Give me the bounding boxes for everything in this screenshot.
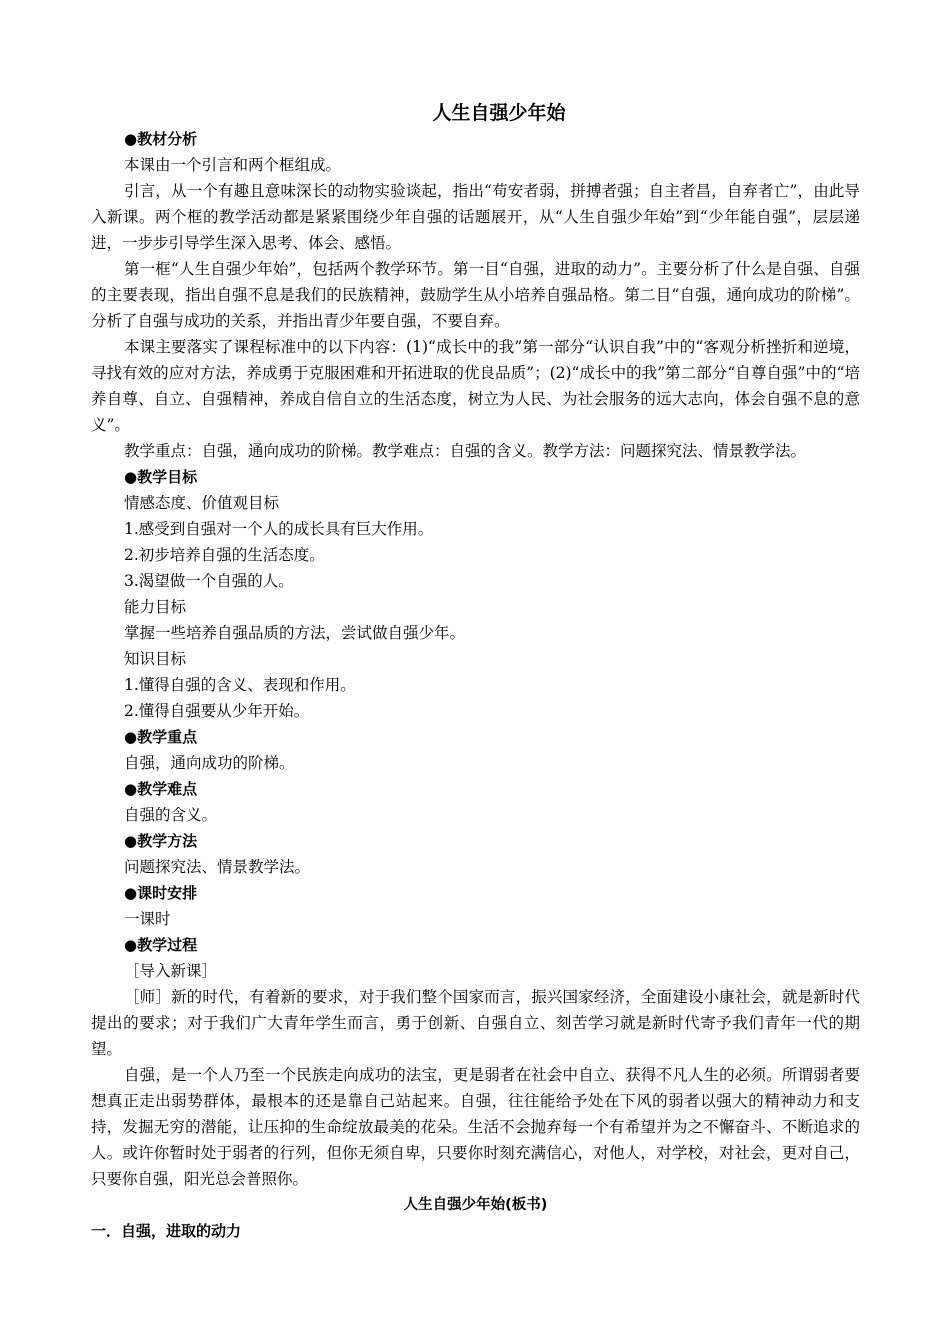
paragraph: 第一框“人生自强少年始”，包括两个教学环节。第一目“自强，进取的动力”。主要分析了什么是自强、自强的主要表现，指出自强不息是我们的民族精神，鼓励学生从小培养自强品格。第二目“自强，通向成功的阶梯”。分析了自强与成功的关系，并指出青少年要自强，不要自弃。 <box>91 260 860 330</box>
list-item: 掌握一些培养自强品质的方法，尝试做自强少年。 <box>124 624 466 642</box>
paragraph: 自强，是一个人乃至一个民族走向成功的法宝，更是弱者在社会中自立、获得不凡人生的必须。所谓弱者要想真正走出弱势群体，最根本的还是靠自己站起来。自强，往往能给予处在下风的弱者以强大的精神动力和支持，发掘无穷的潜能，让压抑的生命绽放最美的花朵。生活不会抛弃每一个有希望并为之不懈奋斗、不断追求的人。或许你暂时处于弱者的行列，但你无须自卑，只要你时刻充满信心，对他人，对学校，对社会，更对自己，只要你自强，阳光总会普照你。 <box>91 1066 860 1188</box>
list-item: 2.初步培养自强的生活态度。 <box>124 546 325 564</box>
document-body <box>91 126 860 1244</box>
list-item: 1.懂得自强的含义、表现和作用。 <box>124 676 356 694</box>
paragraph: 自强，通向成功的阶梯。 <box>124 754 295 772</box>
paragraph: ［师］新的时代，有着新的要求，对于我们整个国家而言，振兴国家经济，全面建设小康社会，就是新时代提出的要求；对于我们广大青年学生而言，勇于创新、自强自立、刻苦学习就是新时代寄予我们青年一代的期望。 <box>91 988 860 1058</box>
paragraph: 本课由一个引言和两个框组成。 <box>124 156 342 174</box>
paragraph: 一课时 <box>124 910 171 928</box>
section-heading-schedule: ●课时安排 <box>124 884 198 902</box>
section-heading-teaching-goals: ●教学目标 <box>124 468 198 486</box>
subheading: 情感态度、价值观目标 <box>124 494 280 512</box>
section-heading-teaching-process: ●教学过程 <box>124 936 198 954</box>
subheading: ［导入新课］ <box>124 962 218 980</box>
subheading: 能力目标 <box>124 598 187 616</box>
section-heading-difficult-points: ●教学难点 <box>124 780 198 798</box>
section-heading-key-points: ●教学重点 <box>124 728 198 746</box>
board-section-heading: 一．自强，进取的动力 <box>91 1222 242 1240</box>
paragraph: 本课主要落实了课程标准中的以下内容：(1)“成长中的我”第一部分“认识自我”中的“客观分析挫折和逆境，寻找有效的应对方法，养成勇于克服困难和开拓进取的优良品质”；(2)“成长中的我”第二部分“自尊自强”中的“培养自尊、自立、自强精神，养成自信自立的生活态度，树立为人民、为社会服务的远大志向，体会自强不息的意义”。 <box>91 338 860 434</box>
section-heading-textbook-analysis: ●教材分析 <box>124 130 198 148</box>
section-heading-teaching-methods: ●教学方法 <box>124 832 198 850</box>
board-title: 人生自强少年始(板书) <box>403 1197 548 1213</box>
list-item: 1.感受到自强对一个人的成长具有巨大作用。 <box>124 520 434 538</box>
page-title: 人生自强少年始 <box>432 102 566 124</box>
paragraph: 问题探究法、情景教学法。 <box>124 858 311 876</box>
paragraph: 自强的含义。 <box>124 806 218 824</box>
subheading: 知识目标 <box>124 650 187 668</box>
list-item: 3.渴望做一个自强的人。 <box>124 572 294 590</box>
list-item: 2.懂得自强要从少年开始。 <box>124 702 310 720</box>
paragraph: 教学重点：自强，通向成功的阶梯。教学难点：自强的含义。教学方法：问题探究法、情景教学法。 <box>124 442 807 460</box>
paragraph: 引言，从一个有趣且意味深长的动物实验谈起，指出“苟安者弱，拼搏者强；自主者昌，自弃者亡”，由此导入新课。两个框的教学活动都是紧紧围绕少年自强的话题展开，从“人生自强少年始”到“少年能自强”，层层递进，一步步引导学生深入思考、体会、感悟。 <box>91 182 860 252</box>
